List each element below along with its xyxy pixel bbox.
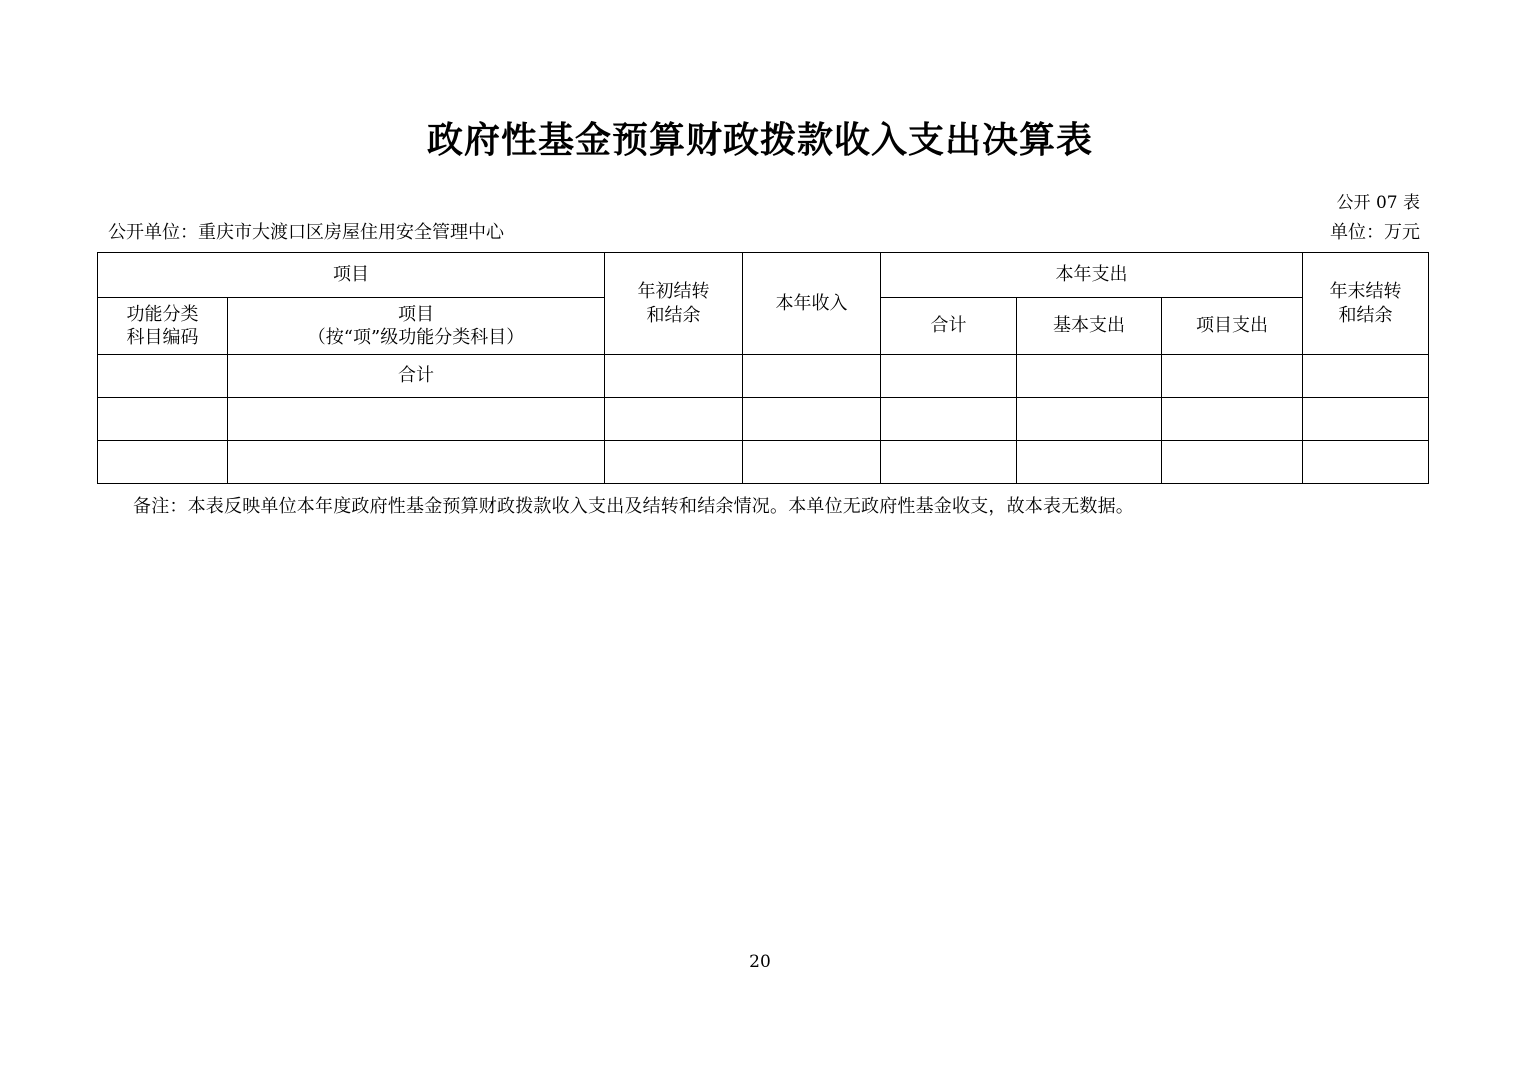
budget-table [97, 252, 1429, 484]
page-number: 20 [749, 952, 771, 972]
cell-income [743, 441, 881, 484]
cell-project-expense [1162, 355, 1303, 398]
cell-project-expense [1162, 398, 1303, 441]
header-project-line1: 项目 [398, 303, 434, 325]
amount-unit-label: 单位：万元 [1330, 222, 1420, 243]
cell-basic-expense [1017, 441, 1162, 484]
cell-expense-total [881, 398, 1017, 441]
header-end-balance-line1: 年末结转 [1329, 281, 1402, 303]
cell-project-expense [1162, 441, 1303, 484]
cell-function-code [98, 441, 228, 484]
table-row [98, 398, 1429, 441]
header-income: 本年收入 [743, 253, 881, 355]
form-number: 公开 07 表 [1336, 193, 1420, 213]
cell-expense-total [881, 355, 1017, 398]
table-header-row-top [98, 253, 1429, 298]
cell-end-balance [1303, 355, 1429, 398]
cell-begin-balance [605, 441, 743, 484]
header-basic-expense: 基本支出 [1017, 298, 1162, 355]
header-end-balance-line2: 和结余 [1338, 304, 1393, 326]
header-project-expense: 项目支出 [1162, 298, 1303, 355]
header-begin-balance-line2: 和结余 [646, 304, 701, 326]
cell-begin-balance [605, 398, 743, 441]
header-expense-group: 本年支出 [881, 253, 1303, 298]
table-note: 备注：本表反映单位本年度政府性基金预算财政拨款收入支出及结转和结余情况。本单位无政府性基金收支，故本表无数据。 [133, 496, 1134, 517]
header-function-code [98, 298, 228, 355]
header-expense-total: 合计 [881, 298, 1017, 355]
header-begin-balance [605, 253, 743, 355]
disclosure-unit-label: 公开单位：重庆市大渡口区房屋住用安全管理中心 [108, 222, 504, 243]
table-row [98, 355, 1429, 398]
header-begin-balance-line1: 年初结转 [637, 281, 710, 303]
cell-function-code [98, 398, 228, 441]
cell-project [228, 441, 605, 484]
header-function-code-line2: 科目编码 [126, 327, 199, 348]
header-project [228, 298, 605, 355]
cell-basic-expense [1017, 355, 1162, 398]
cell-project: 合计 [228, 355, 605, 398]
cell-basic-expense [1017, 398, 1162, 441]
cell-income [743, 355, 881, 398]
header-project-line2: （按“项”级功能分类科目） [307, 327, 525, 348]
page-title: 政府性基金预算财政拨款收入支出决算表 [426, 120, 1093, 161]
header-end-balance [1303, 253, 1429, 355]
header-project-group: 项目 [98, 253, 605, 298]
cell-income [743, 398, 881, 441]
cell-end-balance [1303, 398, 1429, 441]
header-function-code-line1: 功能分类 [126, 303, 199, 325]
cell-begin-balance [605, 355, 743, 398]
cell-end-balance [1303, 441, 1429, 484]
cell-function-code [98, 355, 228, 398]
cell-project [228, 398, 605, 441]
cell-expense-total [881, 441, 1017, 484]
table-row [98, 441, 1429, 484]
